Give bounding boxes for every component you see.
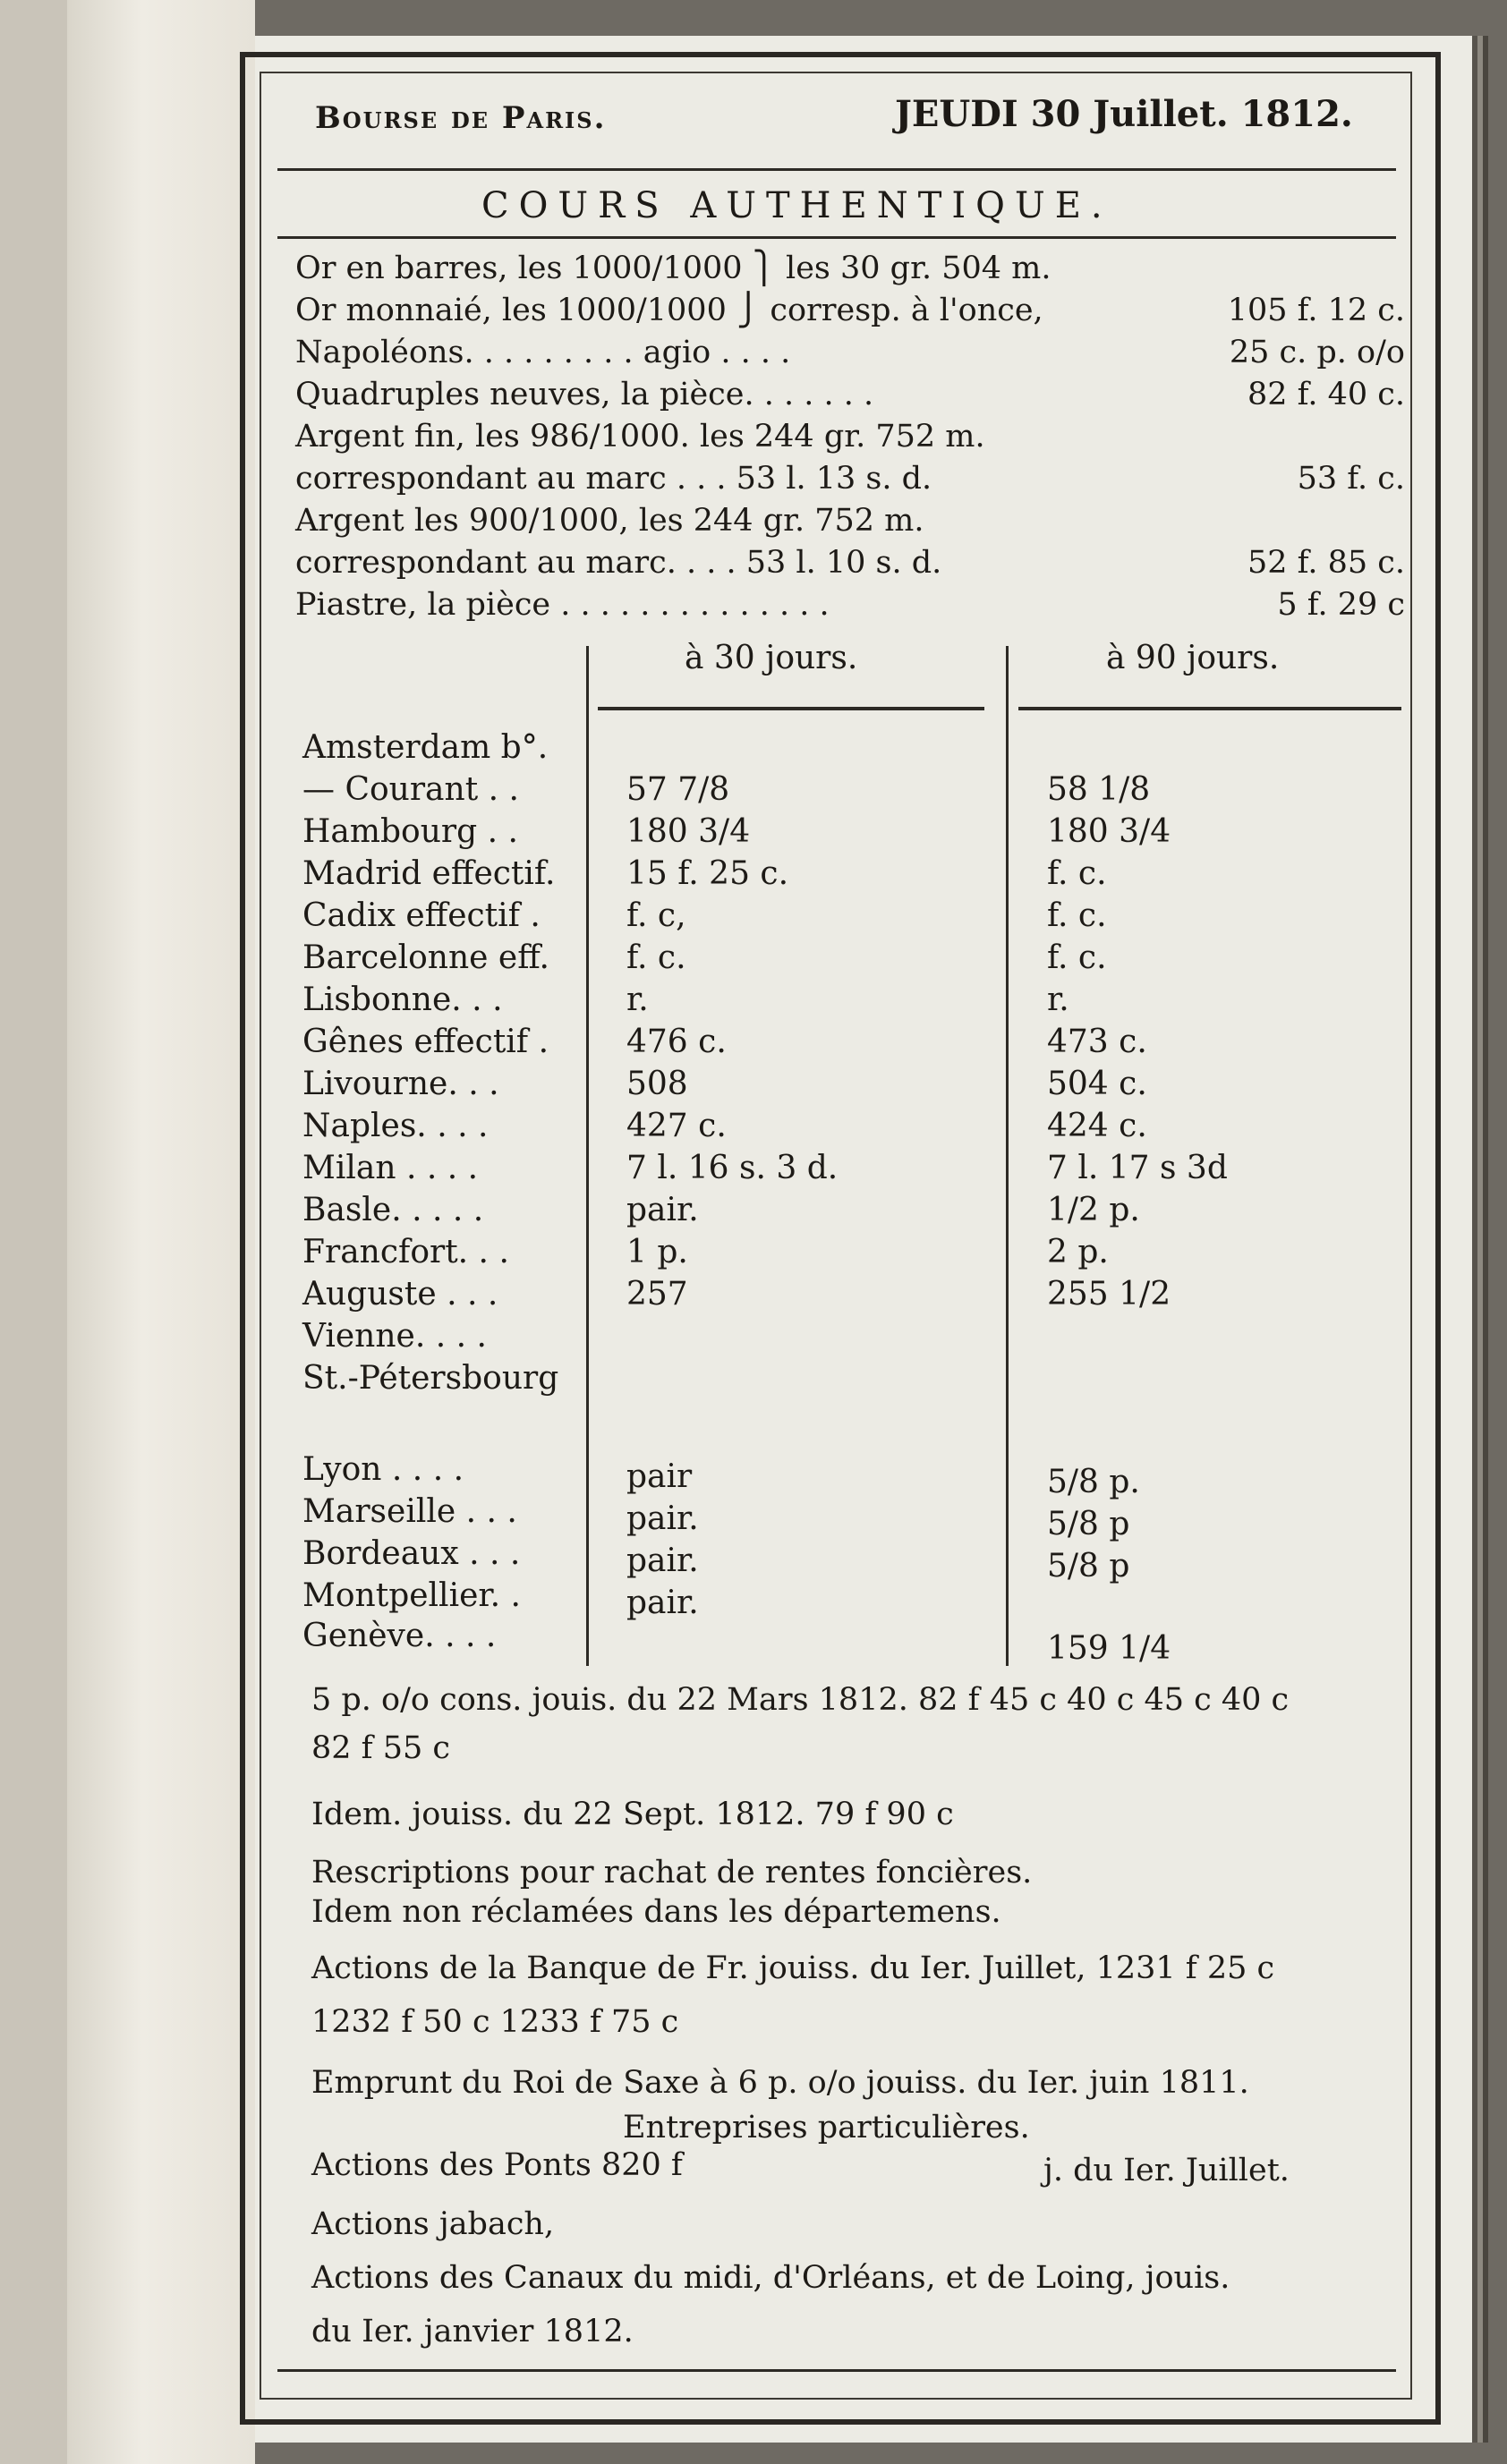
banque-actions-line: Actions de la Banque de Fr. jouiss. du Ier. Juillet, 1231 f 25 c xyxy=(311,1950,1275,1986)
metal-label: Or en barres, les 1000/1000 ⎫ les 30 gr. 504 m. xyxy=(295,251,1051,286)
header-bourse: Bourse de Paris. xyxy=(315,100,607,136)
rate-90-days: f. c. xyxy=(1047,939,1107,976)
banque-actions-cont: 1232 f 50 c 1233 f 75 c xyxy=(311,2004,679,2040)
exchange-city: Cadix effectif . xyxy=(302,897,541,934)
rate-90-days: 58 1/8 xyxy=(1047,771,1151,808)
rescriptions-line: Rescriptions pour rachat de rentes foncières. xyxy=(311,1855,1033,1890)
metal-label: Argent les 900/1000, les 244 gr. 752 m. xyxy=(295,503,924,539)
exchange-city: Barcelonne eff. xyxy=(302,939,549,976)
rentes-line-cont: 82 f 55 c xyxy=(311,1730,451,1766)
column-header-30-days: à 30 jours. xyxy=(685,640,858,676)
exchange-city: Basle. . . . . xyxy=(302,1192,484,1228)
rate-30-days: 57 7/8 xyxy=(626,771,730,808)
header-date: JEUDI 30 Juillet. 1812. xyxy=(895,93,1353,135)
rate-90-days: 473 c. xyxy=(1047,1024,1147,1060)
domestic-city: Lyon . . . . xyxy=(302,1451,464,1488)
rate-90-days: 7 l. 17 s 3d xyxy=(1047,1150,1228,1186)
rate-90-days: 424 c. xyxy=(1047,1108,1147,1144)
metal-row xyxy=(295,587,1405,626)
footer-rule xyxy=(277,2369,1396,2372)
rate-90-days: 5/8 p xyxy=(1047,1506,1130,1542)
rate-30-days: 1 p. xyxy=(626,1234,688,1270)
rate-30-days: 476 c. xyxy=(626,1024,727,1060)
rate-90-days: 5/8 p. xyxy=(1047,1464,1140,1500)
metal-label: Napoléons. . . . . . . . . agio . . . . xyxy=(295,335,791,370)
rate-90-days: f. c. xyxy=(1047,897,1107,934)
column-header-rule-90 xyxy=(1018,707,1401,710)
exchange-city: Amsterdam b°. xyxy=(302,729,549,766)
domestic-city: Genève. . . . xyxy=(302,1618,497,1654)
metal-row xyxy=(295,293,1405,332)
metal-label: correspondant au marc. . . . 53 l. 10 s. d. xyxy=(295,545,942,581)
exchange-city: Madrid effectif. xyxy=(302,855,556,892)
rate-90-days: 504 c. xyxy=(1047,1066,1147,1102)
rate-90-days: 180 3/4 xyxy=(1047,813,1171,850)
metal-value: 25 c. p. o/o xyxy=(1229,335,1405,370)
rate-30-days: 7 l. 16 s. 3 d. xyxy=(626,1150,839,1186)
rate-30-days: 180 3/4 xyxy=(626,813,751,850)
metal-label: Piastre, la pièce . . . . . . . . . . . . . . xyxy=(295,587,830,623)
domestic-city: Marseille . . . xyxy=(302,1493,517,1530)
metal-row xyxy=(295,545,1405,584)
ponts-actions-line: Actions des Ponts 820 f xyxy=(311,2147,683,2183)
rate-30-days: pair xyxy=(626,1458,693,1495)
metal-value: 53 f. c. xyxy=(1297,461,1405,497)
title-rule xyxy=(277,236,1396,239)
metal-row xyxy=(295,335,1405,374)
rate-90-days: r. xyxy=(1047,981,1069,1018)
binding-gutter xyxy=(0,0,67,2464)
canaux-actions-cont: du Ier. janvier 1812. xyxy=(311,2314,634,2349)
exchange-city: Hambourg . . xyxy=(302,813,518,850)
domestic-city: Montpellier. . xyxy=(302,1577,521,1614)
rate-30-days: 257 xyxy=(626,1276,688,1313)
exchange-city: Auguste . . . xyxy=(302,1276,498,1313)
column-divider-left xyxy=(586,646,589,1666)
exchange-city: Vienne. . . . xyxy=(302,1318,487,1355)
rate-30-days: pair. xyxy=(626,1192,699,1228)
idem-reclamees-line: Idem non réclamées dans les départemens. xyxy=(311,1894,1001,1930)
exchange-city: Lisbonne. . . xyxy=(302,981,503,1018)
column-divider-right xyxy=(1006,646,1009,1666)
exchange-city: Naples. . . . xyxy=(302,1108,489,1144)
canaux-actions-line: Actions des Canaux du midi, d'Orléans, et de Loing, jouis. xyxy=(311,2260,1230,2296)
rate-30-days: r. xyxy=(626,981,649,1018)
metal-row xyxy=(295,461,1405,500)
idem-line: Idem. jouiss. du 22 Sept. 1812. 79 f 90 c xyxy=(311,1797,954,1832)
rate-30-days: f. c, xyxy=(626,897,686,934)
metal-row xyxy=(295,377,1405,416)
rentes-line: 5 p. o/o cons. jouis. du 22 Mars 1812. 82 f 45 c 40 c 45 c 40 c xyxy=(311,1682,1290,1718)
metal-label: correspondant au marc . . . 53 l. 13 s. d. xyxy=(295,461,932,497)
rate-30-days: pair. xyxy=(626,1500,699,1537)
rate-90-days: 2 p. xyxy=(1047,1234,1109,1270)
rate-30-days: f. c. xyxy=(626,939,686,976)
exchange-city: Milan . . . . xyxy=(302,1150,479,1186)
rate-90-days: f. c. xyxy=(1047,855,1107,892)
metal-label: Or monnaié, les 1000/1000 ⎭ corresp. à l'once, xyxy=(295,293,1043,328)
emprunt-saxe-line: Emprunt du Roi de Saxe à 6 p. o/o jouiss. du Ier. juin 1811. xyxy=(311,2065,1249,2101)
exchange-city: — Courant . . xyxy=(302,771,519,808)
metal-value: 82 f. 40 c. xyxy=(1247,377,1405,412)
header-rule xyxy=(277,168,1396,171)
rate-90-days: 255 1/2 xyxy=(1047,1276,1171,1313)
column-header-90-days: à 90 jours. xyxy=(1106,640,1280,676)
section-heading-entreprises: Entreprises particulières. xyxy=(623,2110,1030,2145)
metal-value: 105 f. 12 c. xyxy=(1227,293,1405,328)
rate-30-days: 508 xyxy=(626,1066,688,1102)
domestic-city: Bordeaux . . . xyxy=(302,1535,521,1572)
rate-90-days: 5/8 p xyxy=(1047,1548,1130,1585)
rate-30-days: pair. xyxy=(626,1542,699,1579)
adjacent-page-edge xyxy=(67,0,255,2464)
rate-30-days: 427 c. xyxy=(626,1108,727,1144)
metal-row xyxy=(295,503,1405,542)
metal-label: Argent fin, les 986/1000. les 244 gr. 752 m. xyxy=(295,419,985,455)
rate-90-days: 1/2 p. xyxy=(1047,1192,1140,1228)
metal-label: Quadruples neuves, la pièce. . . . . . . xyxy=(295,377,874,412)
ponts-jouissance: j. du Ier. Juillet. xyxy=(1043,2153,1290,2188)
exchange-city: Livourne. . . xyxy=(302,1066,499,1102)
metal-value: 5 f. 29 c xyxy=(1277,587,1405,623)
rate-30-days: pair. xyxy=(626,1585,699,1621)
column-header-rule-30 xyxy=(598,707,984,710)
page-title: COURS AUTHENTIQUE. xyxy=(481,185,1112,226)
rate-30-days: 15 f. 25 c. xyxy=(626,855,789,892)
metal-row xyxy=(295,419,1405,458)
exchange-city: Gênes effectif . xyxy=(302,1024,549,1060)
metal-row xyxy=(295,251,1405,290)
jabach-actions-line: Actions jabach, xyxy=(311,2206,555,2242)
metal-value: 52 f. 85 c. xyxy=(1247,545,1405,581)
rate-90-days: 159 1/4 xyxy=(1047,1630,1171,1667)
exchange-city: St.-Pétersbourg xyxy=(302,1360,559,1397)
exchange-city: Francfort. . . xyxy=(302,1234,509,1270)
